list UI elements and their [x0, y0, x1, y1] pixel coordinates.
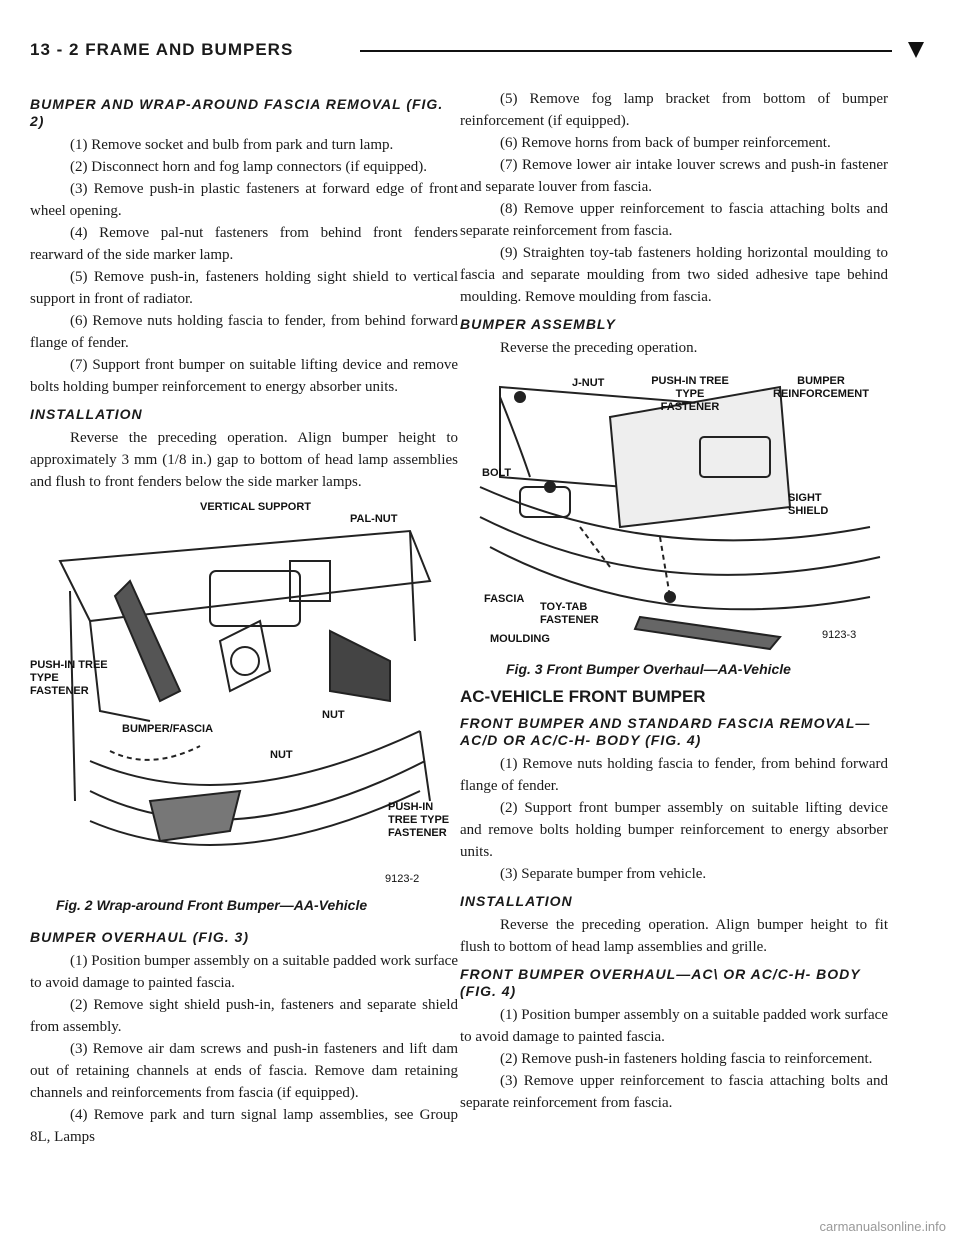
- paragraph: Reverse the preceding operation. Align bumper height to fit flush to bottom of head lamp assemblies and grille.: [460, 917, 888, 955]
- step: (5) Remove fog lamp bracket from bottom of bumper reinforcement (if equipped).: [460, 91, 888, 129]
- page-header: [30, 40, 930, 76]
- section-heading: BUMPER AND WRAP-AROUND FASCIA REMOVAL (FIG. 2): [30, 96, 444, 129]
- label-bumper-fascia: BUMPER/FASCIA: [122, 723, 214, 735]
- label-moulding: MOULDING: [490, 633, 550, 645]
- paragraph: Reverse the preceding operation.: [500, 340, 698, 356]
- label-push-in: PUSH-IN TREE TYPE FASTENER: [651, 375, 729, 413]
- step: (9) Straighten toy-tab fasteners holding horizontal moulding to fascia and separate moulding from two sided adhesive tape behind moulding. Remove moulding from fascia.: [460, 245, 888, 305]
- step: (7) Remove lower air intake louver screws and push-in fastener and separate louver from fascia.: [460, 157, 888, 195]
- figure-caption: Fig. 3 Front Bumper Overhaul—AA-Vehicle: [506, 661, 791, 677]
- label-vertical-support: VERTICAL SUPPORT: [200, 501, 312, 513]
- section-heading: FRONT BUMPER OVERHAUL—AC\ OR AC/C-H- BODY (FIG. 4): [460, 966, 861, 999]
- header-rule: [360, 50, 892, 52]
- step: (1) Position bumper assembly on a suitable padded work surface to avoid damage to painted fascia.: [460, 1007, 888, 1045]
- step: (6) Remove horns from back of bumper reinforcement.: [500, 135, 831, 151]
- label-push-in-1: PUSH-IN TREE TYPE FASTENER: [30, 659, 108, 697]
- label-bumper-reinforcement: BUMPER REINFORCEMENT: [773, 375, 869, 400]
- step: (4) Remove park and turn signal lamp assemblies, see Group 8L, Lamps: [30, 1107, 458, 1145]
- main-heading: AC-VEHICLE FRONT BUMPER: [460, 687, 706, 706]
- label-nut-2: NUT: [322, 709, 345, 721]
- step: (1) Remove socket and bulb from park and turn lamp.: [70, 137, 394, 153]
- page-number-title: 13 - 2 FRAME AND BUMPERS: [30, 40, 294, 59]
- label-nut-1: NUT: [270, 749, 293, 761]
- label-pal-nut: PAL-NUT: [350, 513, 398, 525]
- step: (3) Remove air dam screws and push-in fasteners and lift dam out of retaining channels at ends of fascia. Remove dam retaining channels and reinforcements from fascia (if equipped).: [30, 1041, 458, 1101]
- step: (4) Remove pal-nut fasteners from behind front fenders rearward of the side marker lamp.: [30, 225, 458, 263]
- left-column: [30, 88, 458, 1148]
- step: (5) Remove push-in, fasteners holding sight shield to vertical support in front of radiator.: [30, 269, 458, 307]
- section-heading: INSTALLATION: [460, 893, 573, 909]
- label-j-nut: J-NUT: [572, 377, 605, 389]
- right-column: [460, 88, 888, 1114]
- label-toy-tab: TOY-TAB FASTENER: [540, 601, 599, 626]
- figure-code: 9123-2: [385, 873, 420, 885]
- step: (8) Remove upper reinforcement to fascia attaching bolts and separate reinforcement from fascia.: [460, 201, 888, 239]
- step: (3) Remove upper reinforcement to fascia attaching bolts and separate reinforcement from fascia.: [460, 1073, 888, 1111]
- section-heading: INSTALLATION: [30, 406, 143, 422]
- paragraph: Reverse the preceding operation. Align bumper height to approximately 3 mm (1/8 in.) gap to bottom of head lamp assemblies and flush to front fenders below the side marker lamps.: [30, 430, 458, 490]
- triangle-marker-icon: [908, 42, 924, 58]
- figure-code: 9123-3: [822, 629, 857, 641]
- step: (3) Remove push-in plastic fasteners at forward edge of front wheel opening.: [30, 181, 458, 219]
- step: (2) Support front bumper assembly on suitable lifting device and remove bolts holding bumper reinforcement to energy absorber units.: [460, 800, 888, 860]
- label-push-in-2: PUSH-IN TREE TYPE FASTENER: [388, 801, 450, 839]
- section-heading: BUMPER OVERHAUL (FIG. 3): [30, 929, 249, 945]
- section-heading: BUMPER ASSEMBLY: [460, 316, 616, 332]
- figure-caption: Fig. 2 Wrap-around Front Bumper—AA-Vehicle: [56, 897, 368, 913]
- step: (7) Support front bumper on suitable lifting device and remove bolts holding bumper reinforcement to energy absorber units.: [30, 357, 458, 395]
- label-sight-shield: SIGHT SHIELD: [788, 492, 829, 517]
- step: (6) Remove nuts holding fascia to fender, from behind forward flange of fender.: [30, 313, 458, 351]
- figure-2: [30, 501, 458, 921]
- step: (2) Remove push-in fasteners holding fascia to reinforcement.: [500, 1051, 873, 1067]
- step: (1) Position bumper assembly on a suitable padded work surface to avoid damage to painted fascia.: [30, 953, 458, 991]
- label-bolt: BOLT: [482, 467, 512, 479]
- step: (1) Remove nuts holding fascia to fender, from behind forward flange of fender.: [460, 756, 888, 794]
- step: (2) Remove sight shield push-in, fasteners and separate shield from assembly.: [30, 997, 458, 1035]
- figure-3: [460, 367, 888, 677]
- step: (3) Separate bumper from vehicle.: [500, 866, 707, 882]
- label-fascia: FASCIA: [484, 593, 525, 605]
- step: (2) Disconnect horn and fog lamp connectors (if equipped).: [70, 159, 427, 175]
- watermark[interactable]: carmanualsonline.info: [819, 1219, 946, 1234]
- section-heading: FRONT BUMPER AND STANDARD FASCIA REMOVAL—AC/D OR AC/C-H- BODY (FIG. 4): [460, 715, 871, 748]
